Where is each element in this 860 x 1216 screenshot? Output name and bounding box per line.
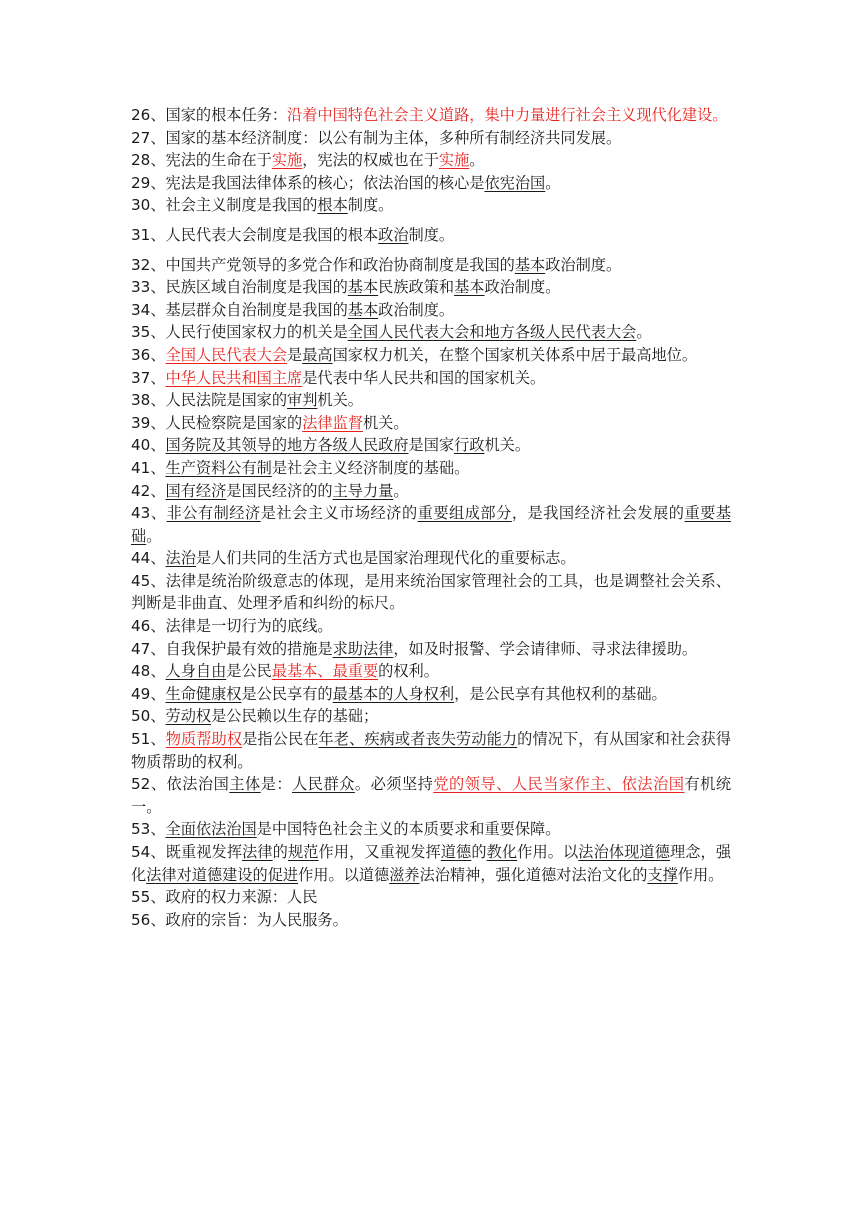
highlighted-keyword: 实施 <box>271 151 303 170</box>
text-segment: 是中国特色社会主义的本质要求和重要保障。 <box>256 820 561 839</box>
list-item-43 <box>131 502 731 547</box>
text-segment: 。 <box>469 151 485 170</box>
list-item-46 <box>131 615 731 638</box>
underlined-keyword: 支撑 <box>647 865 678 884</box>
text-segment: ，宪法的权威也在于 <box>302 151 439 170</box>
underlined-keyword: 滋养 <box>389 865 420 884</box>
text-segment: 有机统一。 <box>131 775 732 816</box>
text-segment: 49、 <box>131 684 166 703</box>
document-body <box>131 104 731 931</box>
underlined-keyword: 重要基础 <box>131 504 732 545</box>
underlined-keyword: 主体 <box>229 775 261 794</box>
list-item-35 <box>131 321 731 344</box>
underlined-keyword: 劳动权 <box>165 707 212 726</box>
underlined-keyword: 生命健康权 <box>165 684 242 703</box>
text-segment: 42、 <box>131 481 166 500</box>
text-segment: 36、 <box>131 345 166 364</box>
text-segment: 45、法律是统治阶级意志的体现，是用来统治国家管理社会的工具，也是调整社会关系、判断是非曲直、处理矛盾和纠纷的标尺。 <box>131 571 731 613</box>
text-segment: 是国民经济的的 <box>226 481 333 500</box>
text-segment: 26、国家的根本任务： <box>131 106 288 124</box>
text-segment: 作用。以道德 <box>298 865 390 884</box>
text-segment: 38、人民法院是国家的 <box>131 391 288 410</box>
text-segment: 43、 <box>131 504 167 523</box>
text-segment: 56、政府的宗旨：为人民服务。 <box>131 910 348 929</box>
text-segment: 国家权力机关，在整个国家机关体系中居于最高地位。 <box>332 345 698 364</box>
highlighted-keyword: 全国人民代表大会 <box>165 345 288 364</box>
list-item-54 <box>131 841 731 886</box>
text-segment: 。 <box>545 173 561 192</box>
text-segment: 是公民赖以生存的基础； <box>211 707 379 726</box>
list-item-38 <box>131 389 731 412</box>
highlighted-keyword: 物质帮助权 <box>165 730 243 749</box>
text-segment: 44、 <box>131 549 166 568</box>
text-segment: 是代表中华人民共和国的国家机关。 <box>302 368 546 387</box>
text-segment: 48、 <box>131 662 166 681</box>
text-segment: ，如及时报警、学会请律师、寻求法律援助。 <box>393 639 698 658</box>
list-item-41 <box>131 457 731 480</box>
list-item-28 <box>131 149 731 172</box>
text-segment: 作用。 <box>677 865 724 884</box>
underlined-keyword: 道德 <box>440 843 472 861</box>
text-segment: 27、国家的基本经济制度：以公有制为主体，多种所有制经济共同发展。 <box>131 128 622 147</box>
text-segment: 47、自我保护最有效的措施是 <box>131 639 333 658</box>
text-segment: 51、 <box>131 730 166 749</box>
list-item-33 <box>131 276 731 299</box>
list-item-36 <box>131 344 731 367</box>
text-segment: 机关。 <box>362 413 409 432</box>
text-segment: 是国家 <box>408 436 455 455</box>
underlined-keyword: 年老、疾病或者丧失劳动能力 <box>318 730 518 749</box>
highlighted-text: 沿着中国特色社会主义道路，集中力量进行社会主义现代化建设。 <box>287 106 728 124</box>
text-segment: 是社会主义市场经济的 <box>260 504 418 523</box>
text-segment: 是公民 <box>226 662 272 681</box>
text-segment: 制度。 <box>347 196 394 215</box>
text-segment: 37、 <box>131 368 166 387</box>
text-segment: 52、依法治国 <box>131 775 230 794</box>
text-segment: 的 <box>471 843 487 861</box>
text-segment: 54、既重视发挥 <box>131 843 243 861</box>
underlined-keyword: 人民群众 <box>292 775 355 794</box>
text-segment: 是人们共同的生活方式也是国家治理现代化的重要标志。 <box>195 549 576 568</box>
text-segment: 的 <box>272 843 288 861</box>
list-item-40 <box>131 434 731 457</box>
underlined-keyword: 基本 <box>454 278 485 297</box>
underlined-keyword: 最基本的人身权利 <box>332 684 455 703</box>
text-segment: 作用。以 <box>517 843 579 861</box>
underlined-keyword: 国有经济 <box>165 481 227 500</box>
text-segment: 50、 <box>131 707 166 726</box>
list-item-51 <box>131 728 731 773</box>
underlined-keyword: 主导力量 <box>332 481 394 500</box>
text-segment: 46、法律是一切行为的底线。 <box>131 617 333 636</box>
text-segment: 政治制度。 <box>484 278 561 297</box>
underlined-keyword: 人身自由 <box>165 662 227 681</box>
list-item-53 <box>131 818 731 841</box>
text-segment: 53、 <box>131 820 166 839</box>
highlighted-keyword: 实施 <box>438 151 470 170</box>
text-segment: 29、宪法是我国法律体系的核心；依法治国的核心是 <box>131 173 485 192</box>
list-item-27 <box>131 127 731 150</box>
list-item-26 <box>131 104 731 127</box>
text-segment: 的情况下，有从国家和社会获得物质帮助的权利。 <box>131 730 732 771</box>
text-segment: 35、人民行使国家权力的机关是 <box>131 323 348 342</box>
text-segment: 。必须坚持 <box>354 775 434 794</box>
text-segment: 机关。 <box>317 391 363 410</box>
list-item-56 <box>131 909 731 932</box>
text-segment: 理念，强化 <box>131 843 732 884</box>
text-segment: 40、 <box>131 436 166 455</box>
text-segment: 是指公民在 <box>242 730 319 749</box>
text-segment: 是： <box>260 775 293 794</box>
text-segment: 。 <box>636 323 652 342</box>
text-segment: 是 <box>287 345 303 364</box>
list-item-34 <box>131 299 731 322</box>
text-segment: 41、 <box>131 458 166 477</box>
text-segment: ，是我国经济社会发展的 <box>511 504 685 523</box>
text-segment: 是公民享有的 <box>241 684 333 703</box>
underlined-keyword: 基本 <box>514 255 546 274</box>
text-segment: 政治制度。 <box>545 255 622 274</box>
underlined-keyword: 法律 <box>242 843 273 861</box>
list-item-42 <box>131 480 731 503</box>
text-segment: 34、基层群众自治制度是我国的 <box>131 300 348 319</box>
text-segment: 是社会主义经济制度的基础。 <box>271 458 470 477</box>
list-item-55 <box>131 886 731 909</box>
underlined-keyword: 基本 <box>347 278 379 297</box>
underlined-keyword: 法治 <box>165 549 196 568</box>
highlighted-keyword: 最基本、最重要 <box>271 662 379 681</box>
underlined-keyword: 全国人民代表大会和地方各级人民代表大会 <box>347 323 637 342</box>
underlined-keyword: 求助法律 <box>332 639 394 658</box>
underlined-keyword: 重要组成部分 <box>417 504 512 523</box>
text-segment: 机关。 <box>484 436 531 455</box>
list-item-50 <box>131 705 731 728</box>
text-segment: 的权利。 <box>378 662 439 681</box>
underlined-keyword: 教化 <box>486 843 518 861</box>
list-item-30 <box>131 194 731 217</box>
underlined-keyword: 基本 <box>347 300 379 319</box>
underlined-keyword: 规范 <box>287 843 319 861</box>
underlined-keyword: 非公有制经济 <box>166 504 261 523</box>
underlined-keyword: 审判 <box>287 391 318 410</box>
text-segment: 31、人民代表大会制度是我国的根本 <box>131 225 379 244</box>
underlined-keyword: 法治体现道德 <box>578 843 670 861</box>
list-item-49 <box>131 683 731 706</box>
underlined-keyword: 最高 <box>302 345 333 364</box>
text-segment: 55、政府的权力来源：人民 <box>131 888 318 907</box>
text-segment: 。 <box>393 481 409 500</box>
list-item-39 <box>131 412 731 435</box>
text-segment: 。 <box>146 526 162 545</box>
underlined-keyword: 法律对道德建设的促进 <box>146 865 299 884</box>
underlined-keyword: 全面依法治国 <box>165 820 257 839</box>
underlined-keyword: 行政 <box>454 436 485 455</box>
text-segment: 制度。 <box>408 225 455 244</box>
text-segment: 民族政策和 <box>378 278 455 297</box>
list-item-37 <box>131 367 731 390</box>
highlighted-keyword: 党的领导、人民当家作主、依法治国 <box>433 775 685 794</box>
text-segment: 作用，又重视发挥 <box>318 843 441 861</box>
underlined-keyword: 政治 <box>378 225 409 244</box>
list-item-45 <box>131 570 731 615</box>
list-item-52 <box>131 773 731 818</box>
list-item-32 <box>131 254 731 277</box>
text-segment: 32、中国共产党领导的多党合作和政治协商制度是我国的 <box>131 255 515 274</box>
underlined-keyword: 国务院及其领导的地方各级人民政府 <box>165 436 409 455</box>
underlined-keyword: 生产资料公有制 <box>165 458 272 477</box>
underlined-keyword: 根本 <box>317 196 348 215</box>
list-item-48 <box>131 660 731 683</box>
list-item-44 <box>131 547 731 570</box>
highlighted-keyword: 法律监督 <box>302 413 363 432</box>
text-segment: 政治制度。 <box>378 300 455 319</box>
text-segment: 法治精神，强化道德对法治文化的 <box>419 865 648 884</box>
text-segment: 30、社会主义制度是我国的 <box>131 196 318 215</box>
list-item-31 <box>131 224 731 247</box>
highlighted-keyword: 中华人民共和国主席 <box>165 368 303 387</box>
underlined-keyword: 依宪治国 <box>484 173 546 192</box>
text-segment: ，是公民享有其他权利的基础。 <box>454 684 667 703</box>
list-item-29 <box>131 172 731 195</box>
text-segment: 28、宪法的生命在于 <box>131 151 272 170</box>
text-segment: 33、民族区域自治制度是我国的 <box>131 278 348 297</box>
list-item-47 <box>131 638 731 661</box>
text-segment: 39、人民检察院是国家的 <box>131 413 303 432</box>
